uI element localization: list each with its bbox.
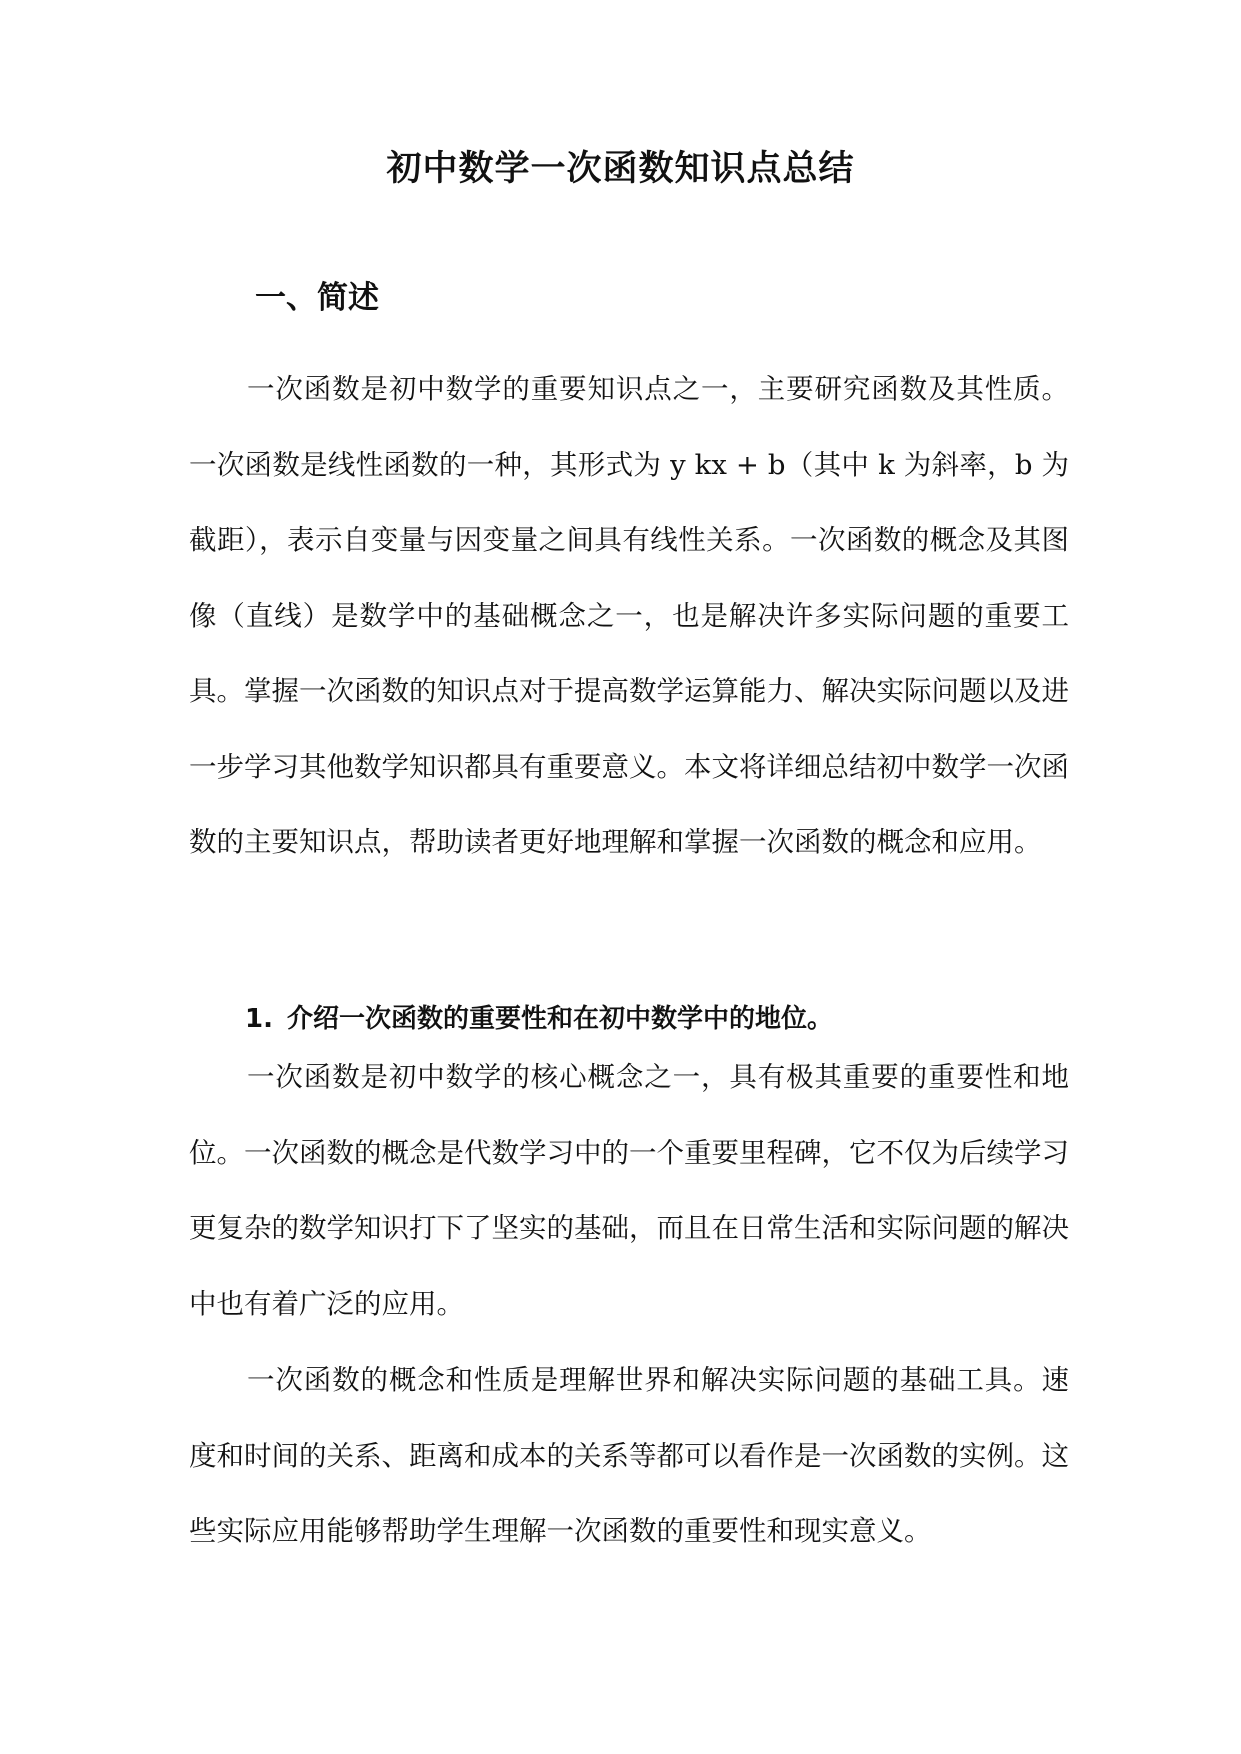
importance-paragraph-2: 一次函数的概念和性质是理解世界和解决实际问题的基础工具。速度和时间的关系、距离和成本的关系等都可以看作是一次函数的实例。这些实际应用能够帮助学生理解一次函数的重要性和现实意义。 (189, 1364, 1069, 1547)
intro-paragraph: 一次函数是初中数学的重要知识点之一，主要研究函数及其性质。一次函数是线性函数的一种，其形式为 y kx + b（其中 k 为斜率，b 为截距），表示自变量与因变量之间具有线性关系。一次函数的概念及其图像（直线）是数学中的基础概念之一，也是解决许多实际问题的重要工具。掌握一次函数的知识点对于提高数学运算能力、解决实际问题以及进一步学习其他数学知识都具有重要意义。本文将详细总结初中数学一次函数的主要知识点，帮助读者更好地理解和掌握一次函数的概念和应用。 (189, 373, 1069, 858)
subsection-heading-text: 介绍一次函数的重要性和在初中数学中的地位。 (286, 1004, 833, 1034)
section-heading: 一、简述 (255, 280, 379, 316)
subsection-heading (245, 1004, 833, 1035)
importance-paragraph-1: 一次函数是初中数学的核心概念之一，具有极其重要的重要性和地位。一次函数的概念是代数学习中的一个重要里程碑，它不仅为后续学习更复杂的数学知识打下了坚实的基础，而且在日常生活和实际问题的解决中也有着广泛的应用。 (189, 1061, 1069, 1320)
document-title: 初中数学一次函数知识点总结 (386, 149, 855, 189)
subsection-number: 1. (245, 1004, 273, 1034)
